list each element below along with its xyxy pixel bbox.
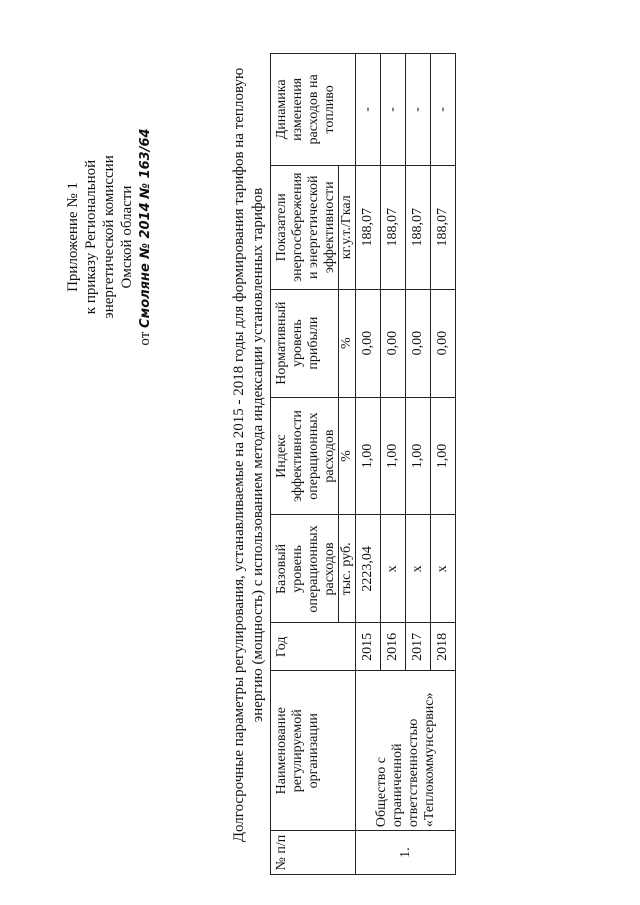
header-year: Год (271, 623, 356, 671)
header-num: № п/п (271, 831, 356, 875)
cell-year: 2015 (356, 623, 381, 671)
cell-profit: 0,00 (381, 289, 406, 397)
title-line-2: энергию (мощность) с использованием метода индексации установленных тарифов (250, 187, 266, 723)
cell-profit: 0,00 (356, 289, 381, 397)
row-num: 1. (356, 831, 456, 875)
cell-base: 2223,04 (356, 515, 381, 623)
unit-index: % (339, 397, 356, 515)
cell-base: х (381, 515, 406, 623)
header-index: Индекс эффективности операционных расходов (271, 397, 339, 515)
cell-base: х (406, 515, 431, 623)
header-energy: Показатели энергосбережения и энергетической эффективности (271, 165, 339, 289)
handwritten-number: № 163/64 (138, 128, 153, 199)
cell-index: 1,00 (381, 397, 406, 515)
cell-index: 1,00 (406, 397, 431, 515)
table-header-row (271, 54, 339, 875)
unit-base: тыс. руб. (339, 515, 356, 623)
cell-profit: 0,00 (431, 289, 456, 397)
cell-energy: 188,07 (406, 165, 431, 289)
appendix-block (64, 122, 155, 352)
cell-base: х (431, 515, 456, 623)
appendix-order-line: к приказу Региональной (83, 159, 99, 315)
org-name: Общество с ограниченной ответственностью «Теплокоммунсервис» (356, 671, 456, 831)
cell-energy: 188,07 (356, 165, 381, 289)
title-line-1: Долгосрочные параметры регулирования, устанавливаемые на 2015 - 2018 годы для формирования тарифов на тепловую (231, 67, 247, 843)
cell-index: 1,00 (431, 397, 456, 515)
table-row (356, 54, 381, 875)
cell-fuel: - (356, 54, 381, 166)
parameters-table (270, 53, 456, 875)
unit-energy: кг.у.т./Гкал (339, 165, 356, 289)
handwritten-date: Смоляне № 2014 (138, 202, 153, 328)
cell-energy: 188,07 (431, 165, 456, 289)
appendix-commission-line: энергетической комиссии (101, 155, 117, 319)
cell-year: 2016 (381, 623, 406, 671)
cell-fuel: - (431, 54, 456, 166)
header-org: Наименование регулируемой организации (271, 671, 356, 831)
header-base: Базовый уровень операционных расходов (271, 515, 339, 623)
appendix-date-line (136, 122, 155, 352)
header-fuel: Динамика изменения расходов на топливо (271, 54, 356, 166)
appendix-region-line: Омской области (119, 185, 135, 289)
cell-year: 2018 (431, 623, 456, 671)
header-profit: Нормативный уровень прибыли (271, 289, 339, 397)
date-prefix: от (137, 331, 153, 346)
unit-profit: % (339, 289, 356, 397)
cell-fuel: - (406, 54, 431, 166)
appendix-title: Приложение № 1 (65, 182, 81, 292)
cell-fuel: - (381, 54, 406, 166)
document-title (230, 25, 268, 885)
cell-profit: 0,00 (406, 289, 431, 397)
cell-year: 2017 (406, 623, 431, 671)
cell-index: 1,00 (356, 397, 381, 515)
cell-energy: 188,07 (381, 165, 406, 289)
